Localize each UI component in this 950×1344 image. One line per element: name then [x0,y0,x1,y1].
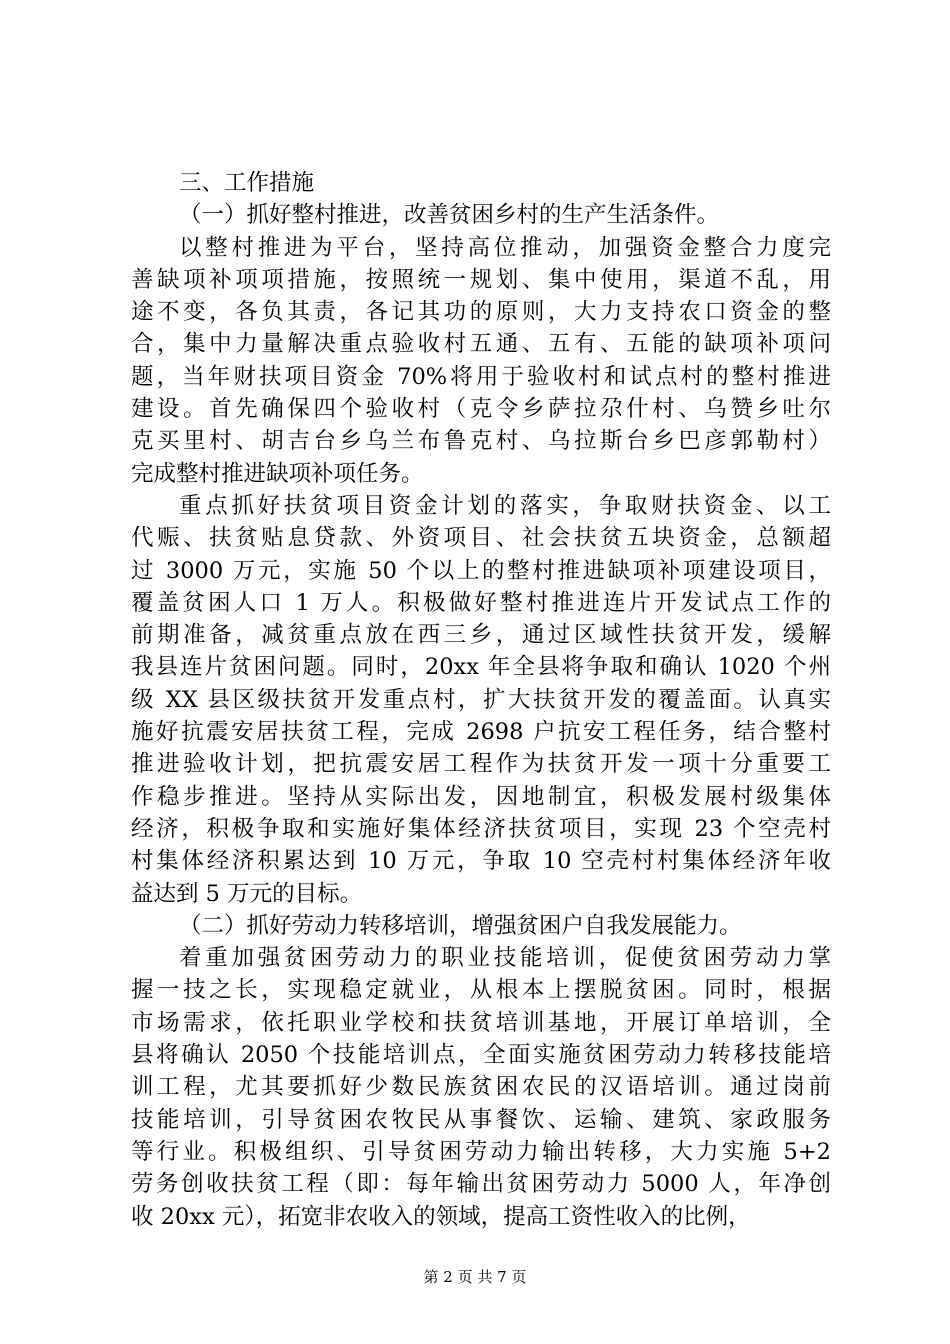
paragraph [131,232,831,490]
paragraph-line: 握一技之长，实现稳定就业，从根本上摆脱贫困。同时，根据 [131,977,831,1004]
paragraph-line: 收 20xx 元），拓宽非农收入的领域，提高工资性收入的比例， [131,1203,751,1230]
paragraph-line: 题，当年财扶项目资金 70%将用于验收村和试点村的整村推进 [131,363,831,390]
paragraph-line: 推进验收计划，把抗震安居工程作为扶贫开发一项十分重要工 [131,751,831,778]
paragraph-line: 级 XX 县区级扶贫开发重点村，扩大扶贫开发的覆盖面。认真实 [131,686,831,713]
paragraph-line: 市场需求，依托职业学校和扶贫培训基地，开展订单培训，全 [131,1009,831,1036]
paragraph-line: 我县连片贫困问题。同时，20xx 年全县将争取和确认 1020 个州 [131,654,831,681]
subheading-line: （一）抓好整村推进，改善贫困乡村的生产生活条件。 [179,202,720,229]
paragraph-line: 益达到 5 万元的目标。 [131,880,363,907]
paragraph-line: 途不变，各负其责，各记其功的原则，大力支持农口资金的整 [131,299,831,326]
paragraph-line: 合，集中力量解决重点验收村五通、五有、五能的缺项补项问 [131,331,831,358]
subsection-heading [131,199,831,231]
paragraph-line: 代赈、扶贫贴息贷款、外资项目、社会扶贫五块资金，总额超 [131,525,831,552]
paragraph-line: 前期准备，减贫重点放在西三乡，通过区域性扶贫开发，缓解 [131,622,831,649]
subsection-heading [131,910,831,942]
paragraph-line: 过 3000 万元，实施 50 个以上的整村推进缺项补项建设项目， [131,557,831,584]
paragraph-line: 技能培训，引导贫困农牧民从事餐饮、运输、建筑、家政服务 [131,1106,831,1133]
paragraph-line: 覆盖贫困人口 1 万人。积极做好整村推进连片开发试点工作的 [131,589,831,616]
paragraph-line: 作稳步推进。坚持从实际出发，因地制宜，积极发展村级集体 [131,783,831,810]
paragraph-line: 建设。首先确保四个验收村（克令乡萨拉尕什村、乌赞乡吐尔 [131,396,831,423]
paragraph-line: 着重加强贫困劳动力的职业技能培训，促使贫困劳动力掌 [179,945,831,972]
paragraph-line: 村集体经济积累达到 10 万元，争取 10 空壳村村集体经济年收 [131,848,831,875]
paragraph-line: 重点抓好扶贫项目资金计划的落实，争取财扶资金、以工 [179,492,831,519]
paragraph-line: 完成整村推进缺项补项任务。 [131,460,424,487]
page-footer: 第 2 页 共 7 页 [423,1268,527,1286]
paragraph-line: 训工程，尤其要抓好少数民族贫困农民的汉语培训。通过岗前 [131,1074,831,1101]
paragraph-line: 以整村推进为平台，坚持高位推动，加强资金整合力度完 [179,234,831,261]
paragraph-line: 劳务创收扶贫工程（即：每年输出贫困劳动力 5000 人，年净创 [131,1171,831,1198]
paragraph [131,490,831,910]
paragraph-line: 县将确认 2050 个技能培训点，全面实施贫困劳动力转移技能培 [131,1042,831,1069]
paragraph-line: 善缺项补项项措施，按照统一规划、集中使用，渠道不乱，用 [131,266,831,293]
paragraph-line: 克买里村、胡吉台乡乌兰布鲁克村、乌拉斯台乡巴彦郭勒村） [131,428,831,455]
paragraph [131,942,831,1233]
paragraph-line: 经济，积极争取和实施好集体经济扶贫项目，实现 23 个空壳村 [131,815,831,842]
subheading-line: （二）抓好劳动力转移培训，增强贫困户自我发展能力。 [179,912,742,939]
section-heading: 三、工作措施 [179,170,315,196]
paragraph-line: 等行业。积极组织、引导贫困劳动力输出转移，大力实施 5+2 [131,1138,831,1165]
document-body [131,167,831,1233]
paragraph-line: 施好抗震安居扶贫工程，完成 2698 户抗安工程任务，结合整村 [131,719,831,746]
